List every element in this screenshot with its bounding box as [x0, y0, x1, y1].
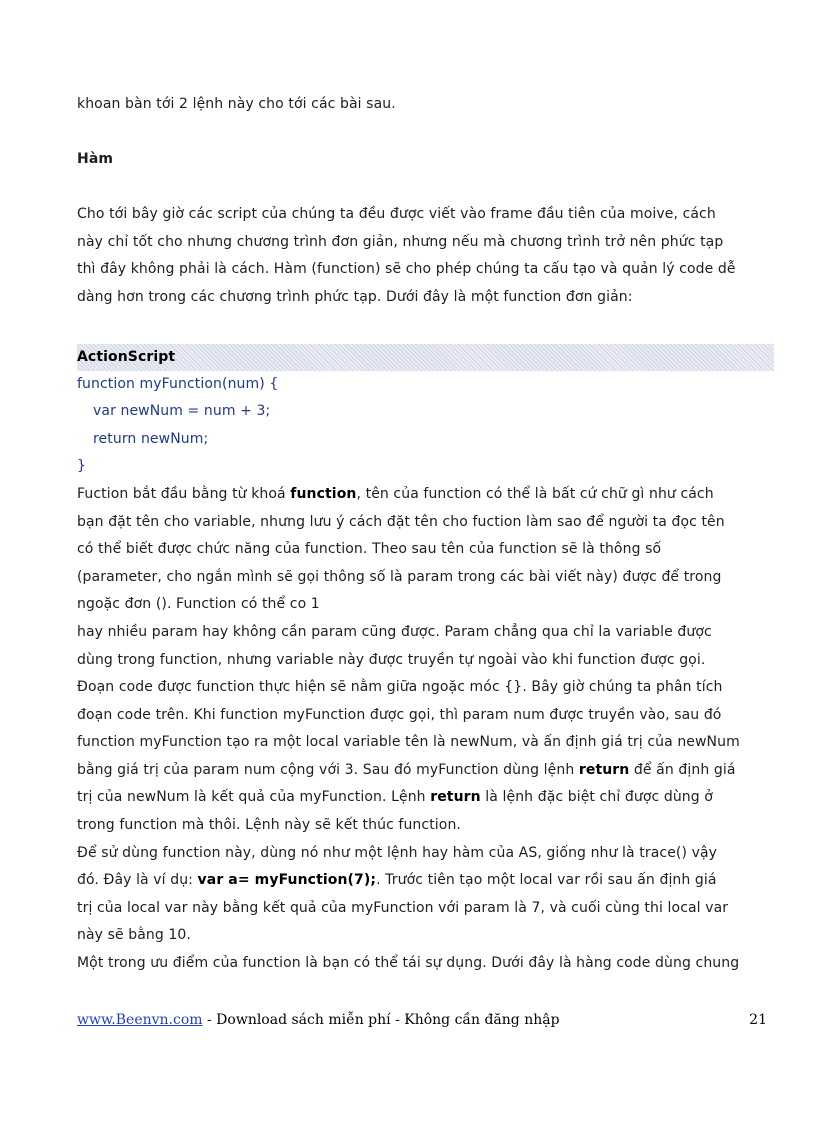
body-line	[77, 867, 773, 895]
top-line: khoan bàn tới 2 lệnh này cho tới các bài sau.	[77, 96, 396, 112]
spacer	[77, 119, 773, 146]
body-line: (parameter, cho ngắn mình sẽ gọi thông số là param trong các bài viết này) được để trong	[77, 568, 722, 585]
body-line: trong function mà thôi. Lệnh này sẽ kết thúc function.	[77, 817, 461, 834]
body-line: bạn đặt tên cho variable, nhưng lưu ý cách đặt tên cho fuction làm sao để người ta đọc tên	[77, 513, 725, 530]
intro-line: Cho tới bây giờ các script của chúng ta đều được viết vào frame đầu tiên của moive, cách	[77, 206, 716, 223]
keyword-return: return	[578, 761, 630, 778]
body-line	[77, 784, 773, 812]
body-line: đoạn code trên. Khi function myFunction được gọi, thì param num được truyền vào, sau đó	[77, 706, 722, 723]
code-line: var newNum = num + 3;	[93, 403, 271, 420]
body-line: hay nhiều param hay không cần param cũng được. Param chẳng qua chỉ la variable được	[77, 623, 712, 640]
spacer	[77, 173, 773, 201]
keyword-return: return	[430, 789, 481, 806]
text-run: để ấn định giá	[629, 761, 736, 778]
code-line: }	[77, 458, 87, 475]
page-content	[77, 91, 773, 978]
body-line: Đoạn code được function thực hiện sẽ nằm giữa ngoặc móc {}. Bây giờ chúng ta phân tích	[77, 679, 723, 696]
text-run: là lệnh đặc biệt chỉ được dùng ở	[480, 789, 713, 806]
code-line: return newNum;	[93, 430, 209, 447]
code-example: var a= myFunction(7);	[197, 872, 377, 889]
body-line: ngoặc đơn (). Function có thể co 1	[77, 596, 320, 613]
body-line: trị của local var này bằng kết quả của myFunction với param là 7, và cuối cùng thi local var	[77, 899, 729, 916]
body-line: dùng trong function, nhưng variable này được truyền tự ngoài vào khi function được gọi.	[77, 651, 706, 668]
code-line: function myFunction(num) {	[77, 375, 279, 392]
body-line: function myFunction tạo ra một local variable tên là newNum, và ấn định giá trị của newNum	[77, 734, 740, 751]
keyword-function: function	[290, 485, 357, 502]
text-run: đó. Đây là ví dụ:	[77, 872, 198, 889]
text-run: , tên của function có thể là bất cứ chữ gì như cách	[356, 485, 714, 502]
text-run: bằng giá trị của param num cộng với 3. Sau đó myFunction dùng lệnh	[77, 761, 579, 778]
page-footer	[77, 1010, 767, 1030]
footer-site-link[interactable]: www.Beenvn.com	[77, 1012, 203, 1028]
code-lines	[77, 371, 773, 481]
text-run: Fuction bắt đầu bằng từ khoá	[77, 485, 291, 502]
body-paragraph	[77, 481, 773, 978]
body-line	[77, 481, 773, 509]
body-line: Để sử dùng function này, dùng nó như một lệnh hay hàm của AS, giống như là trace() vậy	[77, 844, 718, 861]
intro-paragraph	[77, 201, 773, 311]
code-block	[77, 344, 773, 481]
body-line: này sẽ bằng 10.	[77, 927, 191, 944]
text-run: . Trước tiên tạo một local var rồi sau ấn định giá	[376, 872, 717, 889]
spacer	[77, 312, 773, 340]
text-run: trị của newNum là kết quả của myFunction. Lệnh	[77, 789, 431, 806]
body-line: Một trong ưu điểm của function là bạn có thể tái sự dụng. Dưới đây là hàng code dùng chung	[77, 955, 740, 972]
page-number: 21	[749, 1012, 767, 1028]
section-heading: Hàm	[77, 150, 114, 167]
code-block-title: ActionScript	[77, 344, 774, 371]
intro-line: này chỉ tốt cho nhưng chương trình đơn giản, nhưng nếu mà chương trình trở nên phức tạp	[77, 233, 724, 250]
intro-line: thì đây không phải là cách. Hàm (function) sẽ cho phép chúng ta cấu tạo và quản lý code dễ	[77, 261, 736, 278]
body-line	[77, 757, 773, 785]
body-line: có thể biết được chức năng của function. Theo sau tên của function sẽ là thông số	[77, 541, 662, 558]
intro-line: dàng hơn trong các chương trình phức tạp. Dưới đây là một function đơn giản:	[77, 288, 633, 305]
footer-text: - Download sách miễn phí - Không cần đăng nhập	[202, 1012, 560, 1028]
